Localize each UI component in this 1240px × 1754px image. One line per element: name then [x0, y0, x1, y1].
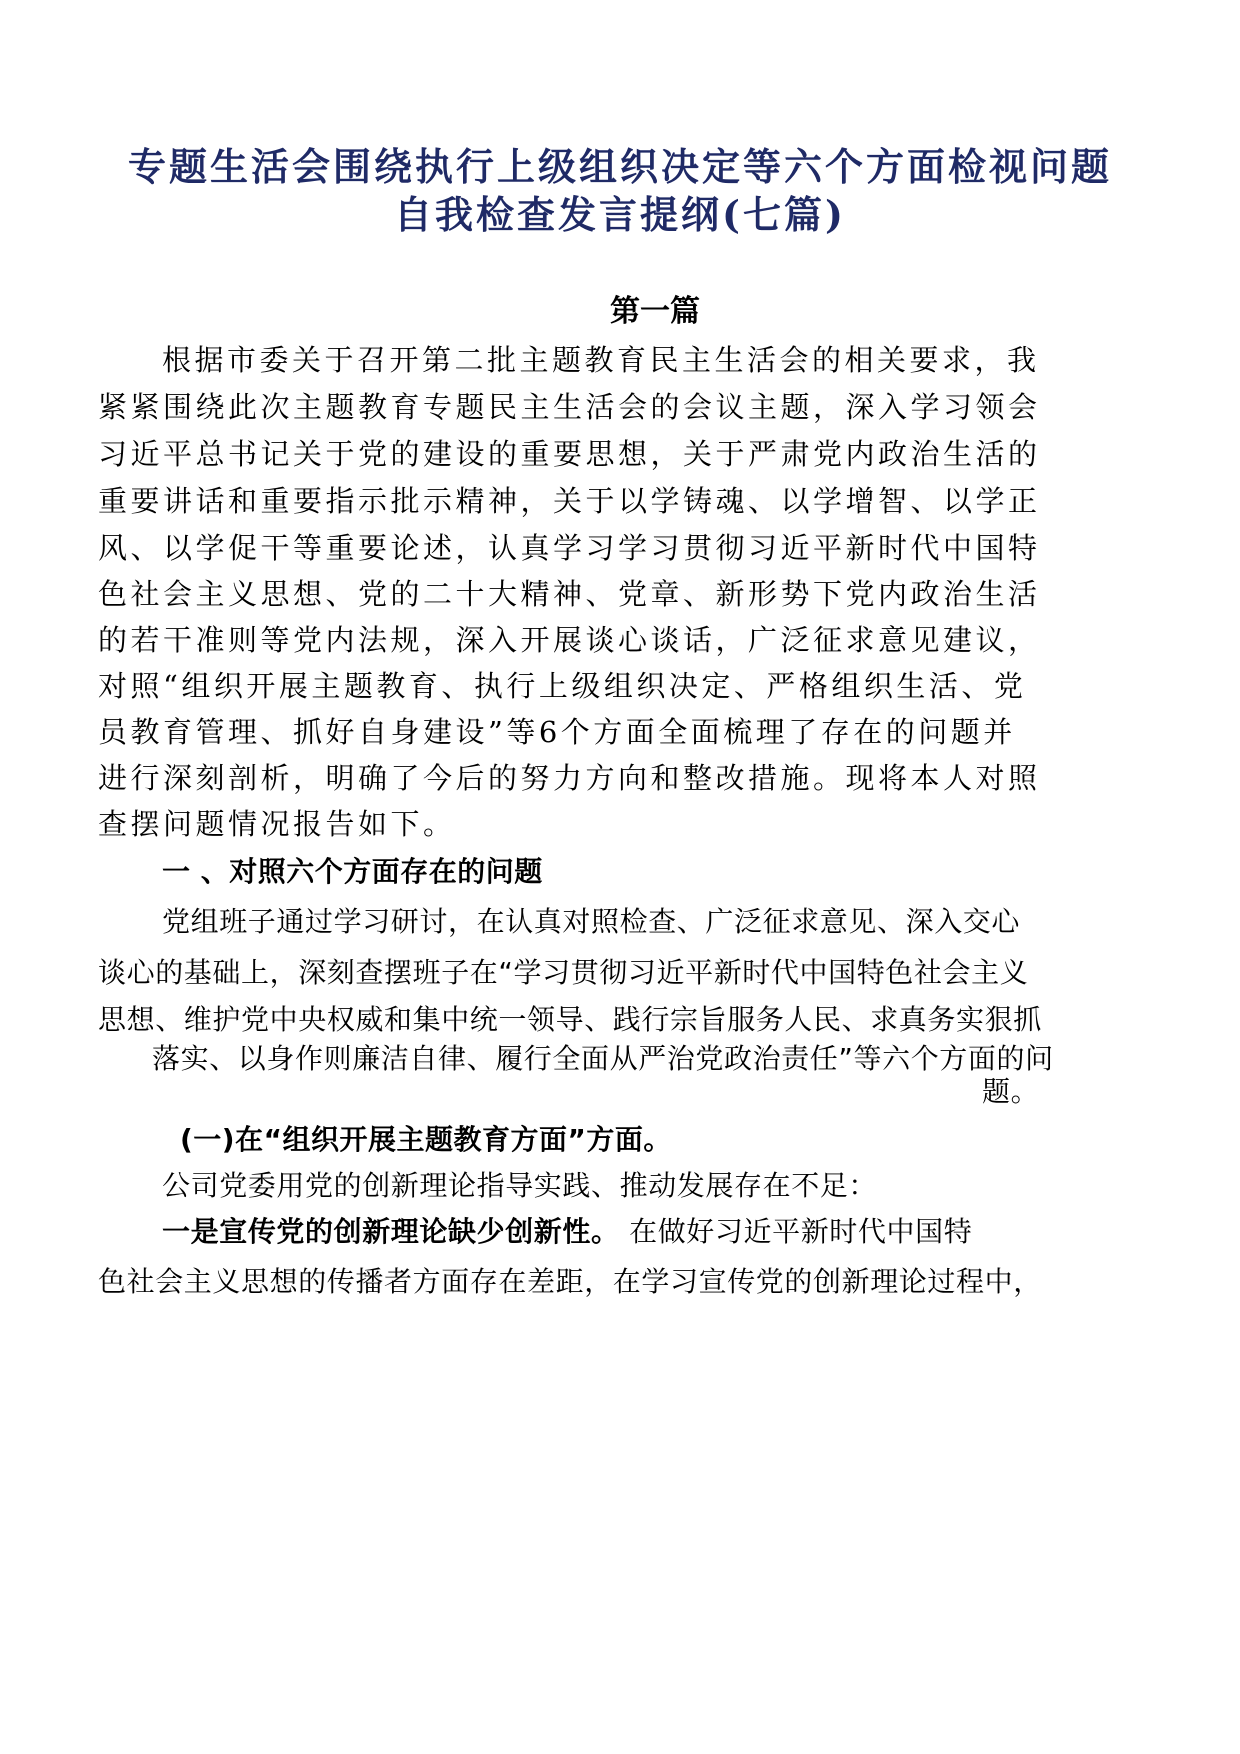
document-title-line-1: 专题生活会围绕执行上级组织决定等六个方面检视问题 [127, 144, 1112, 189]
point-one-lead: 一是宣传党的创新理论缺少创新性。 [162, 1215, 620, 1248]
intro-line-8: 对照“组织开展主题教育、执行上级组织决定、严格组织生活、党 [98, 669, 1027, 703]
point-one-line [162, 1215, 973, 1248]
intro-line-9: 员教育管理、抓好自身建设”等6个方面全面梳理了存在的问题并 [98, 715, 1016, 749]
party-line-5: 题。 [982, 1075, 1040, 1108]
intro-line-2: 紧紧围绕此次主题教育专题民主生活会的会议主题，深入学习领会 [98, 390, 1041, 424]
intro-line-6: 色社会主义思想、党的二十大精神、党章、新形势下党内政治生活 [98, 577, 1041, 611]
point-one-line-2: 色社会主义思想的传播者方面存在差距，在学习宣传党的创新理论过程中， [98, 1265, 1042, 1298]
subheading-problems: 一 、对照六个方面存在的问题 [162, 855, 543, 888]
document-title-line-2: 自我检查发言提纲(七篇) [394, 192, 846, 237]
party-line-2: 谈心的基础上，深刻查摆班子在“学习贯彻习近平新时代中国特色社会主义 [98, 956, 1029, 989]
intro-line-5: 风、以学促干等重要论述，认真学习学习贯彻习近平新时代中国特 [98, 531, 1041, 565]
intro-line-3: 习近平总书记关于党的建设的重要思想，关于严肃党内政治生活的 [98, 437, 1041, 471]
intro-line-7: 的若干准则等党内法规，深入开展谈心谈话，广泛征求意见建议， [98, 623, 1041, 657]
intro-line-10: 进行深刻剖析，明确了今后的努力方向和整改措施。现将本人对照 [98, 761, 1041, 795]
party-line-1: 党组班子通过学习研讨，在认真对照检查、广泛征求意见、深入交心 [162, 905, 1021, 938]
subheading-theme-education: (一)在“组织开展主题教育方面”方面。 [180, 1123, 672, 1156]
section-heading: 第一篇 [610, 294, 700, 329]
point-one-rest: 在做好习近平新时代中国特 [619, 1215, 973, 1248]
party-line-3: 思想、维护党中央权威和集中统一领导、践行宗旨服务人民、求真务实狠抓 [98, 1003, 1042, 1036]
company-line: 公司党委用党的创新理论指导实践、推动发展存在不足： [162, 1169, 878, 1202]
intro-line-4: 重要讲话和重要指示批示精神，关于以学铸魂、以学增智、以学正 [98, 484, 1041, 518]
intro-line-1: 根据市委关于召开第二批主题教育民主生活会的相关要求，我 [162, 343, 1040, 377]
intro-line-11: 查摆问题情况报告如下。 [98, 807, 456, 841]
party-line-4: 落实、以身作则廉洁自律、履行全面从严治党政治责任”等六个方面的问 [152, 1042, 1054, 1075]
